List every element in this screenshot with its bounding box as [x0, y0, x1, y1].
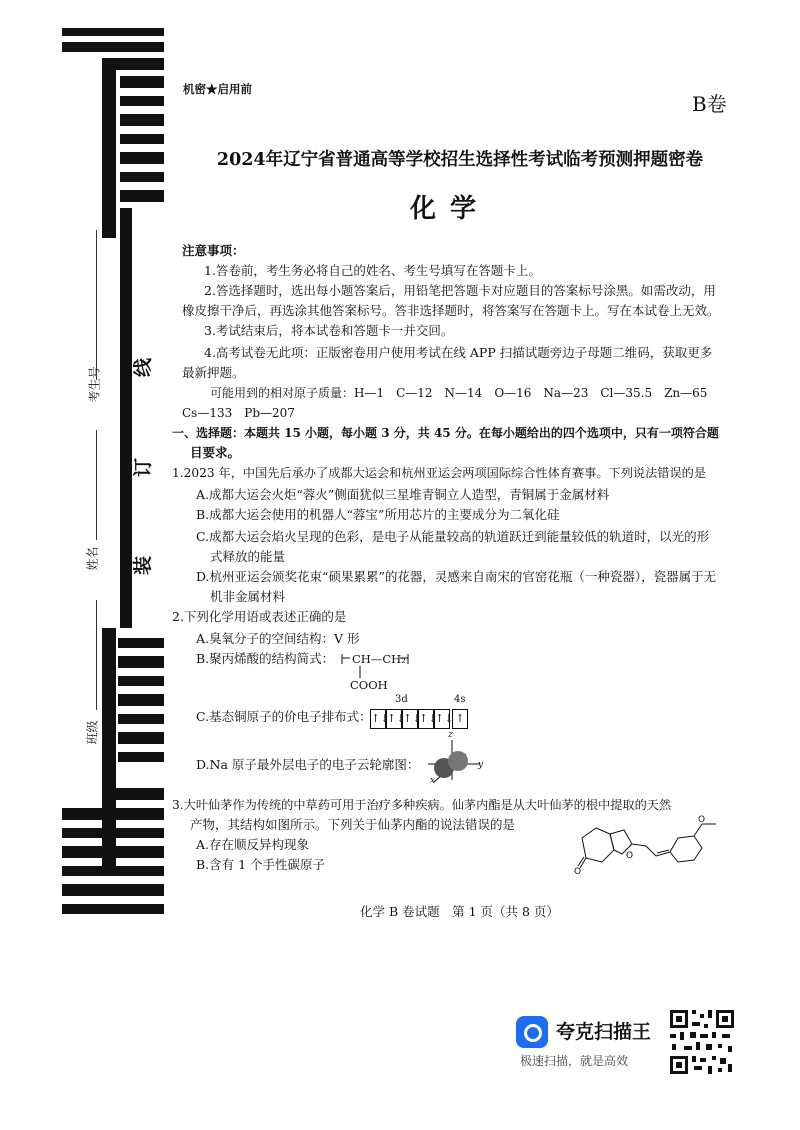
- section-heading: 一、选择题：本题共 15 小题，每小题 3 分，共 45 分。在每小题给出的四个选项中，只有一项符合题: [172, 426, 719, 440]
- notice-item: 1.答卷前，考生务必将自己的姓名、考生号填写在答题卡上。: [204, 263, 541, 278]
- confidential-label: 机密★启用前: [183, 82, 252, 96]
- q1-stem: 1.2023 年，中国先后承办了成都大运会和杭州亚运会两项国际综合性体育赛事。下列说法错误的是: [172, 466, 707, 480]
- svg-text:O: O: [574, 867, 582, 877]
- scanner-slogan: 极速扫描，就是高效: [520, 1054, 629, 1068]
- class-label: 班级: [85, 720, 100, 745]
- scanner-brand: 夸克扫描王: [556, 1021, 652, 1043]
- q1-option-d-cont: 机非金属材料: [210, 589, 286, 604]
- notice-item: 最新押题。: [182, 365, 245, 380]
- subject-title: 化学: [409, 194, 490, 224]
- q2-option-d: D.Na 原子最外层电子的电子云轮廓图：: [196, 757, 420, 772]
- q2-stem: 2.下列化学用语或表述正确的是: [172, 609, 347, 624]
- exam-no-underline: [96, 230, 97, 380]
- notice-item: 2.答选择题时，选出每小题答案后，用铅笔把答题卡对应题目的答案标号涂黑。如需改动，用: [204, 283, 716, 298]
- axis-x-label: x: [430, 776, 436, 786]
- q3-option-a: A.存在顺反异构现象: [196, 837, 310, 852]
- orbital-diagram-3d: ↑↓↑↓↑↓↑↓↑↓: [370, 708, 450, 729]
- bind-char-bind: 装: [132, 555, 155, 576]
- notice-heading: 注意事项：: [182, 243, 245, 258]
- page-footer: 化学 B 卷试题 第 1 页（共 8 页）: [360, 904, 559, 919]
- notice-item: 3.考试结束后，将本试卷和答题卡一并交回。: [204, 323, 454, 338]
- svg-text:O: O: [698, 815, 706, 825]
- q1-option-b: B.成都大运会使用的机器人“蓉宝”所用芯片的主要成分为二氧化硅: [196, 507, 560, 522]
- bind-char-order: 订: [132, 457, 155, 478]
- q2-option-a: A.臭氧分子的空间结构：V 形: [196, 631, 360, 646]
- axis-z-label: z: [448, 730, 453, 740]
- volume-label: B卷: [692, 92, 727, 116]
- q1-option-c: C.成都大运会焰火呈现的色彩，是电子从能量较高的轨道跃迁到能量较低的轨道时，以光的形: [196, 529, 710, 544]
- qr-code-icon: [668, 1008, 736, 1076]
- q3-stem: 3.大叶仙茅作为传统的中草药可用于治疗多种疾病。仙茅内酯是从大叶仙茅的根中提取的天然: [172, 798, 672, 812]
- curculigine-structure-figure: [570, 808, 740, 878]
- formula-main: CH—CH₂: [352, 652, 406, 666]
- name-underline: [96, 430, 97, 540]
- q1-option-d: D.杭州亚运会颁奖花束“硕果累累”的花器，灵感来自南宋的官窑花瓶（一种瓷器），瓷器属于无: [196, 569, 717, 584]
- section-heading-cont: 目要求。: [190, 445, 241, 460]
- orbital-label-4s: 4s: [454, 694, 466, 705]
- notice-item: 橡皮擦干净后，再选涂其他答案标号。答非选择题时，将答案写在答题卡上。写在本试卷上无效。: [182, 303, 720, 318]
- class-underline: [96, 600, 97, 710]
- q2-option-b: B.聚丙烯酸的结构简式：: [196, 651, 335, 666]
- name-label: 姓名: [85, 546, 100, 571]
- q1-option-a: A.成都大运会火炬“蓉火”侧面犹似三星堆青铜立人造型，青铜属于金属材料: [196, 487, 610, 502]
- exam-title: 2024年辽宁省普通高等学校招生选择性考试临考预测押题密卷: [216, 150, 704, 170]
- q3-stem-cont: 产物，其结构如图所示。下列关于仙茅内酯的说法错误的是: [190, 817, 516, 832]
- q3-option-b: B.含有 1 个手性碳原子: [196, 857, 326, 872]
- q1-option-c-cont: 式释放的能量: [210, 549, 286, 564]
- scanner-logo-icon: [516, 1016, 548, 1048]
- orbital-diagram-4s: ↑: [452, 708, 468, 729]
- orbital-label-3d: 3d: [395, 694, 408, 705]
- binding-strip: [62, 28, 164, 928]
- atomic-mass-line: Cs—133 Pb—207: [182, 406, 295, 420]
- bind-char-line: 线: [132, 357, 155, 378]
- exam-no-label: 考生号: [87, 366, 102, 403]
- svg-text:O: O: [626, 851, 634, 861]
- atomic-mass-line: 可能用到的相对原子质量：H—1 C—12 N—14 O—16 Na—23 Cl—35.5 Zn—65: [210, 386, 708, 400]
- q2-option-c: C.基态铜原子的价电子排布式：: [196, 709, 372, 724]
- axis-y-label: y: [478, 760, 484, 770]
- formula-sub: COOH: [350, 678, 388, 692]
- notice-item: 4.高考试卷无此项：正版密卷用户使用考试在线 APP 扫描试题旁边子母题二维码，获取更多: [204, 345, 713, 360]
